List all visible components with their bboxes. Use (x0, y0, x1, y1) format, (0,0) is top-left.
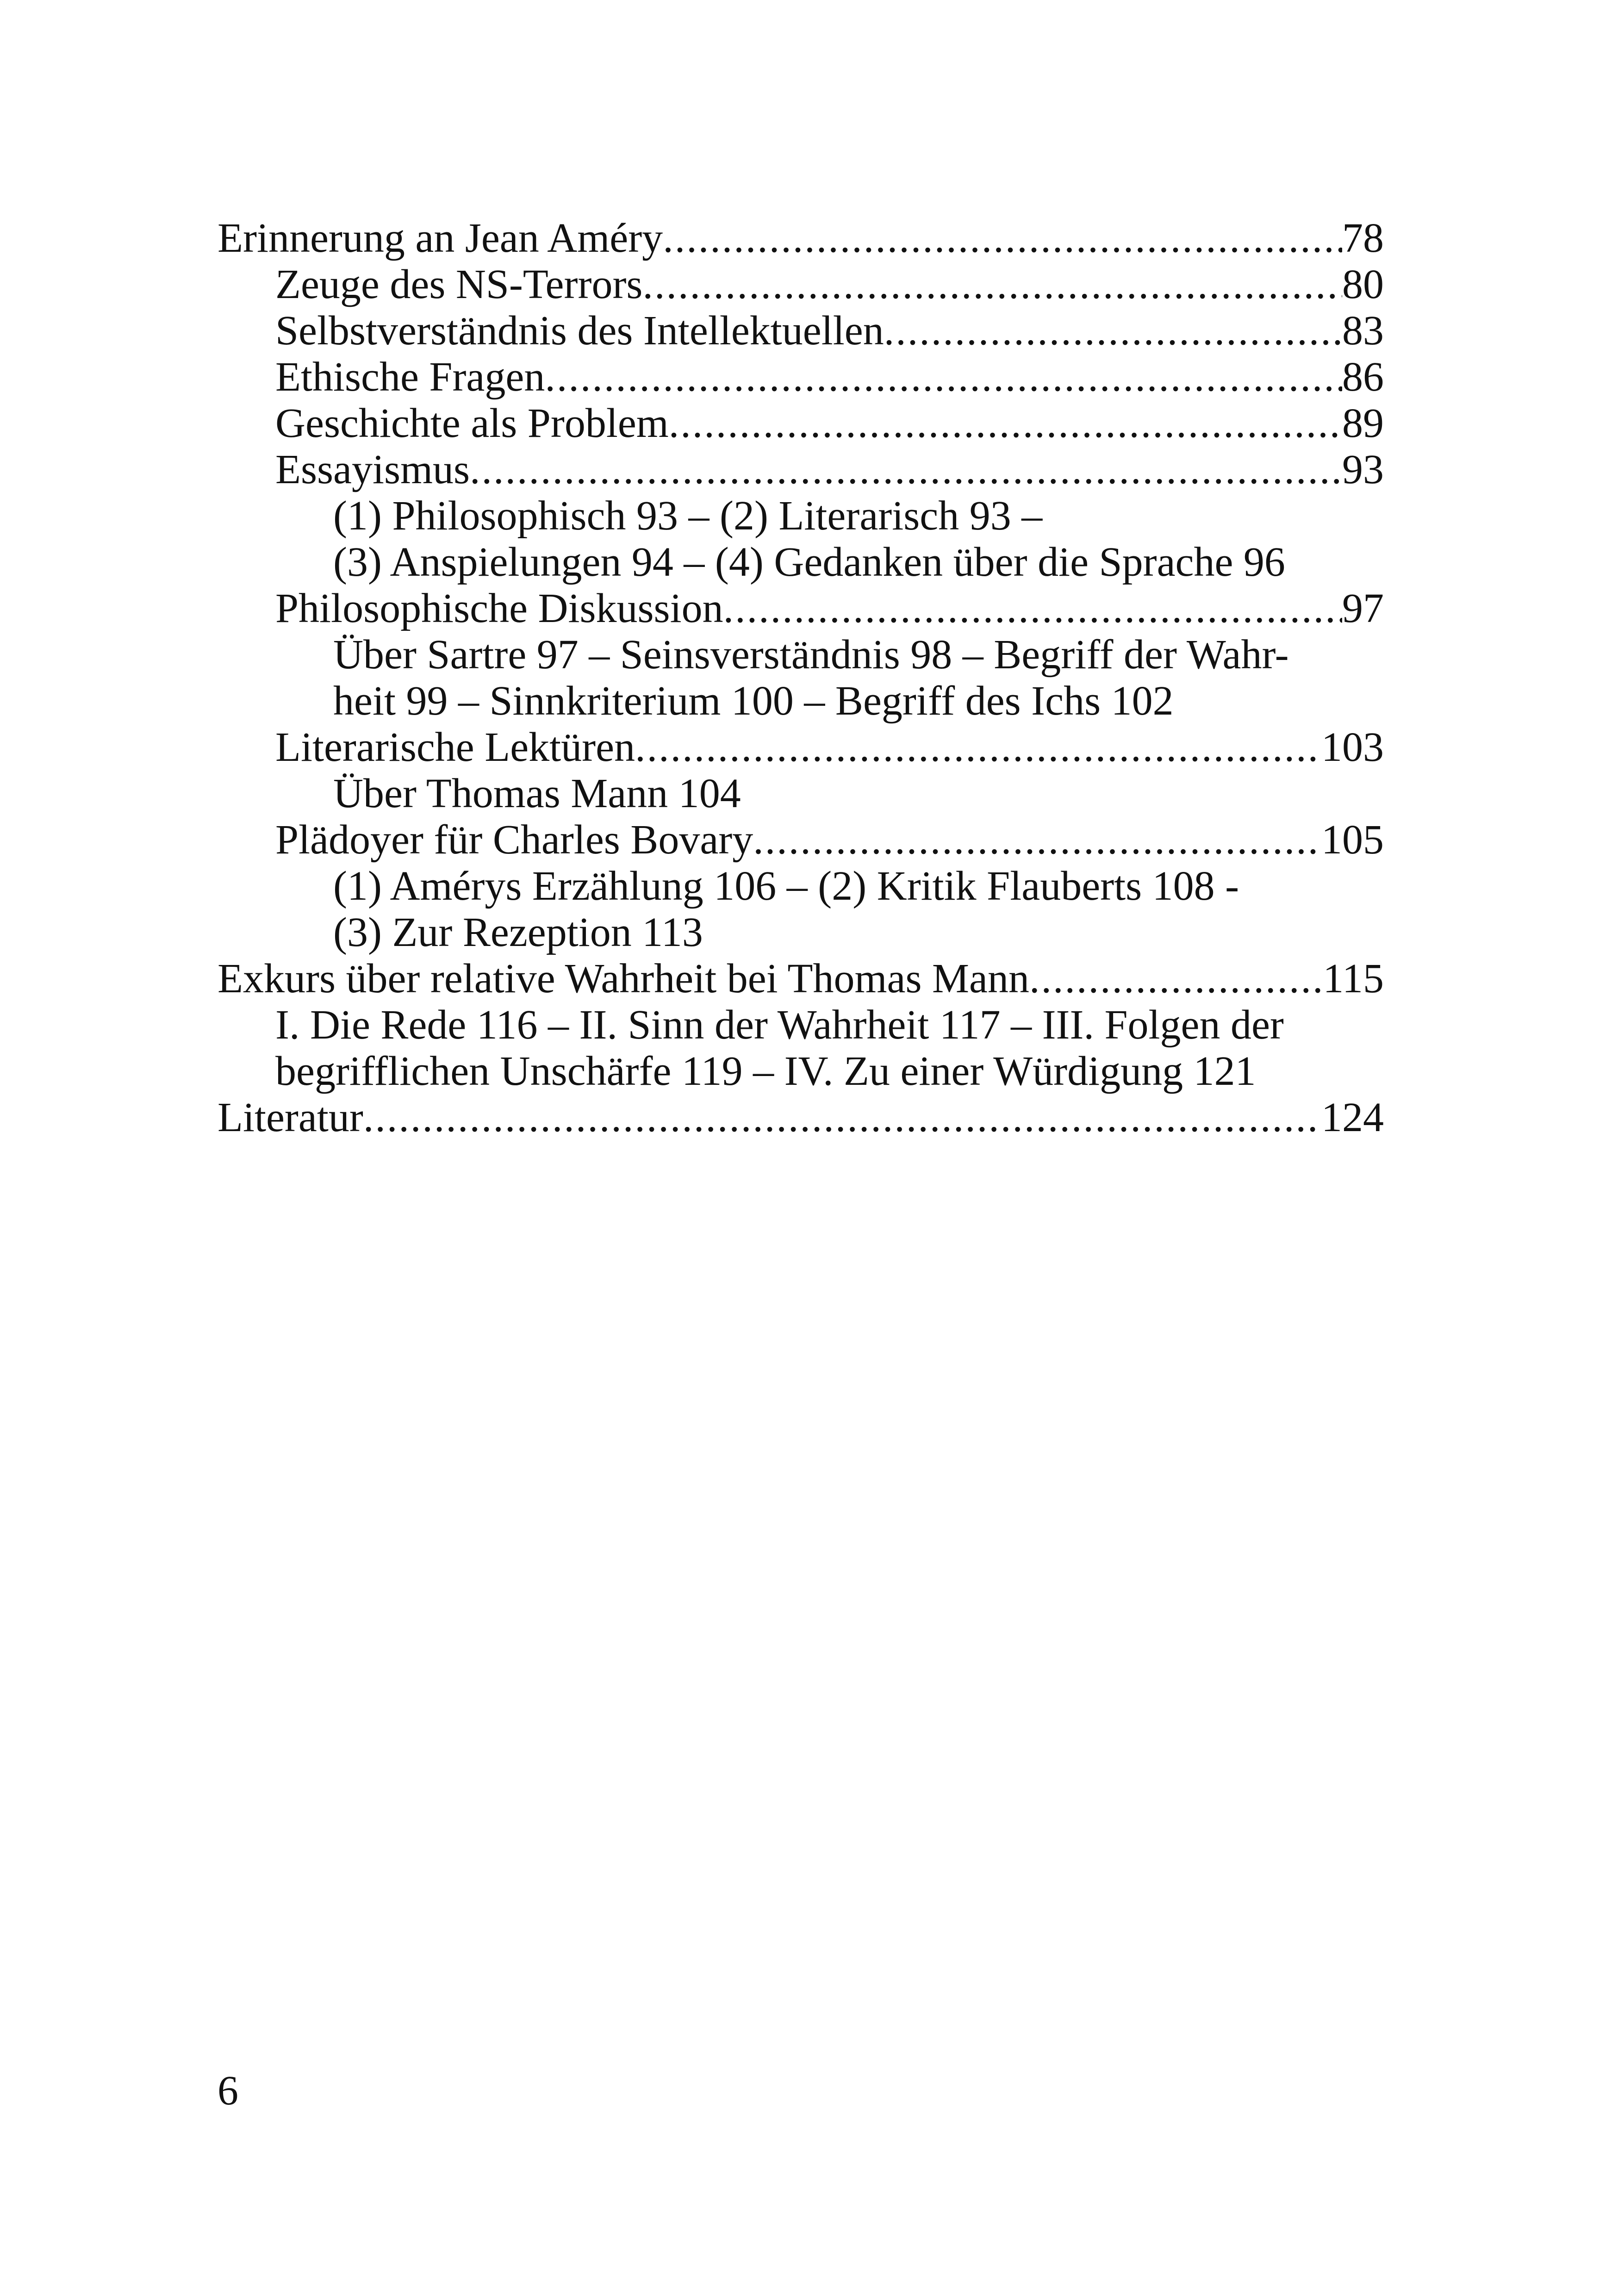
toc-dot-leader (663, 215, 1342, 261)
toc-subentry-text: I. Die Rede 116 – II. Sinn der Wahrheit 117 – III. Folgen der (275, 1002, 1284, 1048)
toc-entry-title: Geschichte als Problem (275, 400, 669, 446)
toc-dot-leader (884, 308, 1342, 354)
toc-entry (218, 400, 1384, 447)
toc-subentry (218, 678, 1384, 724)
toc-entry-title: Plädoyer für Charles Bovary (275, 817, 753, 863)
toc-subentry (218, 909, 1384, 956)
toc-entry (218, 354, 1384, 400)
toc-entry-page: 93 (1342, 447, 1384, 492)
toc-entry (218, 585, 1384, 632)
toc-subentry-text: (3) Zur Rezeption 113 (333, 909, 703, 955)
toc-entry (218, 724, 1384, 771)
toc-entry-title: Literatur (218, 1095, 363, 1140)
toc-entry-page: 103 (1321, 724, 1384, 770)
toc-entry-title: Ethische Fragen (275, 354, 545, 400)
toc-subentry-text: (1) Amérys Erzählung 106 – (2) Kritik Flauberts 108 - (333, 863, 1239, 909)
toc-entry (218, 447, 1384, 493)
toc-dot-leader (545, 354, 1342, 400)
toc-entry-page: 80 (1342, 261, 1384, 307)
toc-entry-page: 86 (1342, 354, 1384, 400)
toc-subentry-text: begrifflichen Unschärfe 119 – IV. Zu einer Würdigung 121 (275, 1048, 1256, 1094)
toc-subentry-text: (1) Philosophisch 93 – (2) Literarisch 93 – (333, 493, 1043, 539)
toc-entry-page: 124 (1321, 1095, 1384, 1140)
toc-subentry (218, 1002, 1384, 1048)
toc-entry (218, 956, 1384, 1002)
toc-dot-leader (669, 400, 1342, 447)
toc-dot-leader (642, 261, 1342, 308)
toc-subentry (218, 632, 1384, 678)
toc-dot-leader (470, 447, 1342, 493)
toc-entry (218, 215, 1384, 261)
toc-subentry-text: heit 99 – Sinnkriterium 100 – Begriff des Ichs 102 (333, 678, 1174, 724)
toc-dot-leader (723, 585, 1342, 632)
toc-entry (218, 308, 1384, 354)
toc-dot-leader (363, 1095, 1321, 1141)
toc-dot-leader (1029, 956, 1323, 1002)
toc-entry-page: 97 (1342, 585, 1384, 631)
toc-entry-title: Erinnerung an Jean Améry (218, 215, 663, 261)
toc-entry-page: 78 (1342, 215, 1384, 261)
toc-subentry-text: Über Thomas Mann 104 (333, 771, 741, 816)
toc-subentry-text: Über Sartre 97 – Seinsverständnis 98 – Begriff der Wahr- (333, 632, 1289, 678)
toc-entry-page: 83 (1342, 308, 1384, 354)
toc-subentry (218, 493, 1384, 539)
toc-subentry (218, 771, 1384, 817)
toc-entry-title: Philosophische Diskussion (275, 585, 723, 631)
toc-entry-title: Zeuge des NS-Terrors (275, 261, 643, 307)
toc-entry (218, 261, 1384, 308)
toc-entry-title: Selbstverständnis des Intellektuellen (275, 308, 884, 354)
toc-entry-title: Essayismus (275, 447, 470, 492)
toc-subentry (218, 863, 1384, 909)
toc-entry (218, 1095, 1384, 1141)
table-of-contents (218, 215, 1384, 1141)
page-number: 6 (218, 2068, 238, 2114)
toc-dot-leader (635, 724, 1321, 771)
toc-dot-leader (753, 817, 1321, 863)
toc-entry-page: 89 (1342, 400, 1384, 446)
toc-entry-title: Exkurs über relative Wahrheit bei Thomas Mann (218, 956, 1029, 1002)
toc-entry (218, 817, 1384, 863)
toc-subentry (218, 1048, 1384, 1095)
toc-subentry (218, 539, 1384, 585)
toc-entry-page: 105 (1321, 817, 1384, 863)
toc-entry-title: Literarische Lektüren (275, 724, 635, 770)
toc-subentry-text: (3) Anspielungen 94 – (4) Gedanken über die Sprache 96 (333, 539, 1285, 585)
toc-entry-page: 115 (1323, 956, 1384, 1002)
